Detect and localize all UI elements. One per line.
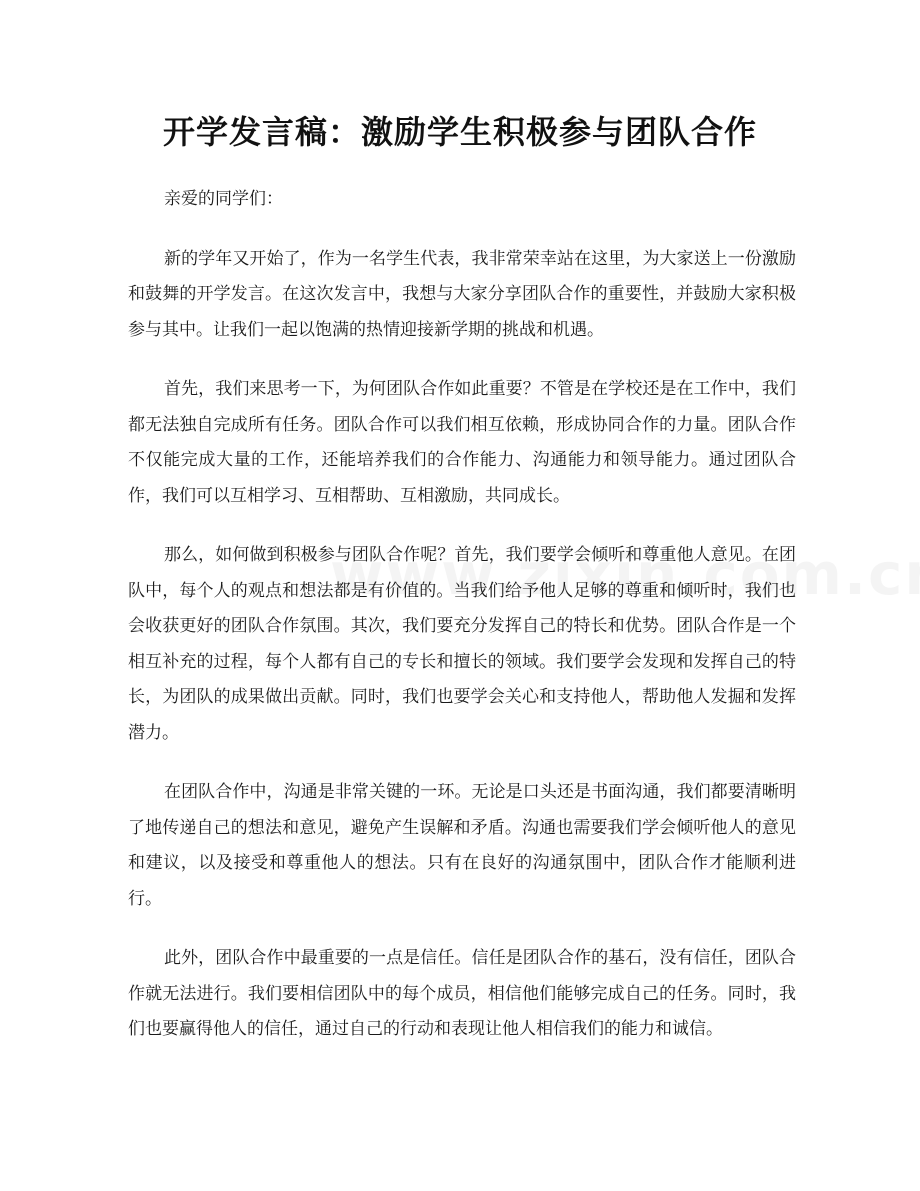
salutation: 亲爱的同学们： bbox=[164, 189, 283, 209]
paragraph-communication: 在团队合作中，沟通是非常关键的一环。无论是口头还是书面沟通，我们都要清晰明了地传递自己的想法和意见，避免产生误解和矛盾。沟通也需要我们学会倾听他人的意见和建议，以及接受和尊重他人的想法。只有在良好的沟通氛围中，团队合作才能顺利进行。 bbox=[128, 782, 796, 909]
paragraph-trust: 此外，团队合作中最重要的一点是信任。信任是团队合作的基石，没有信任，团队合作就无法进行。我们要相信团队中的每个成员，相信他们能够完成自己的任务。同时，我们也要赢得他人的信任，通过自己的行动和表现让他人相信我们的能力和诚信。 bbox=[128, 948, 796, 1039]
document-body bbox=[128, 182, 796, 1072]
paragraph-importance: 首先，我们来思考一下，为何团队合作如此重要？不管是在学校还是在工作中，我们都无法独自完成所有任务。团队合作可以我们相互依赖，形成协同合作的力量。团队合作不仅能完成大量的工作，还能培养我们的合作能力、沟通能力和领导能力。通过团队合作，我们可以互相学习、互相帮助、互相激励，共同成长。 bbox=[128, 379, 796, 506]
paragraph-intro: 新的学年又开始了，作为一名学生代表，我非常荣幸站在这里，为大家送上一份激励和鼓舞的开学发言。在这次发言中，我想与大家分享团队合作的重要性，并鼓励大家积极参与其中。让我们一起以饱满的热情迎接新学期的挑战和机遇。 bbox=[128, 248, 796, 340]
paragraph-participation: 那么，如何做到积极参与团队合作呢？首先，我们要学会倾听和尊重他人意见。在团队中，每个人的观点和想法都是有价值的。当我们给予他人足够的尊重和倾听时，我们也会收获更好的团队合作氛围。其次，我们要充分发挥自己的特长和优势。团队合作是一个相互补充的过程，每个人都有自己的专长和擅长的领域。我们要学会发现和发挥自己的特长，为团队的成果做出贡献。同时，我们也要学会关心和支持他人，帮助他人发掘和发挥潜力。 bbox=[128, 545, 796, 743]
document-title: 开学发言稿：激励学生积极参与团队合作 bbox=[162, 113, 757, 151]
